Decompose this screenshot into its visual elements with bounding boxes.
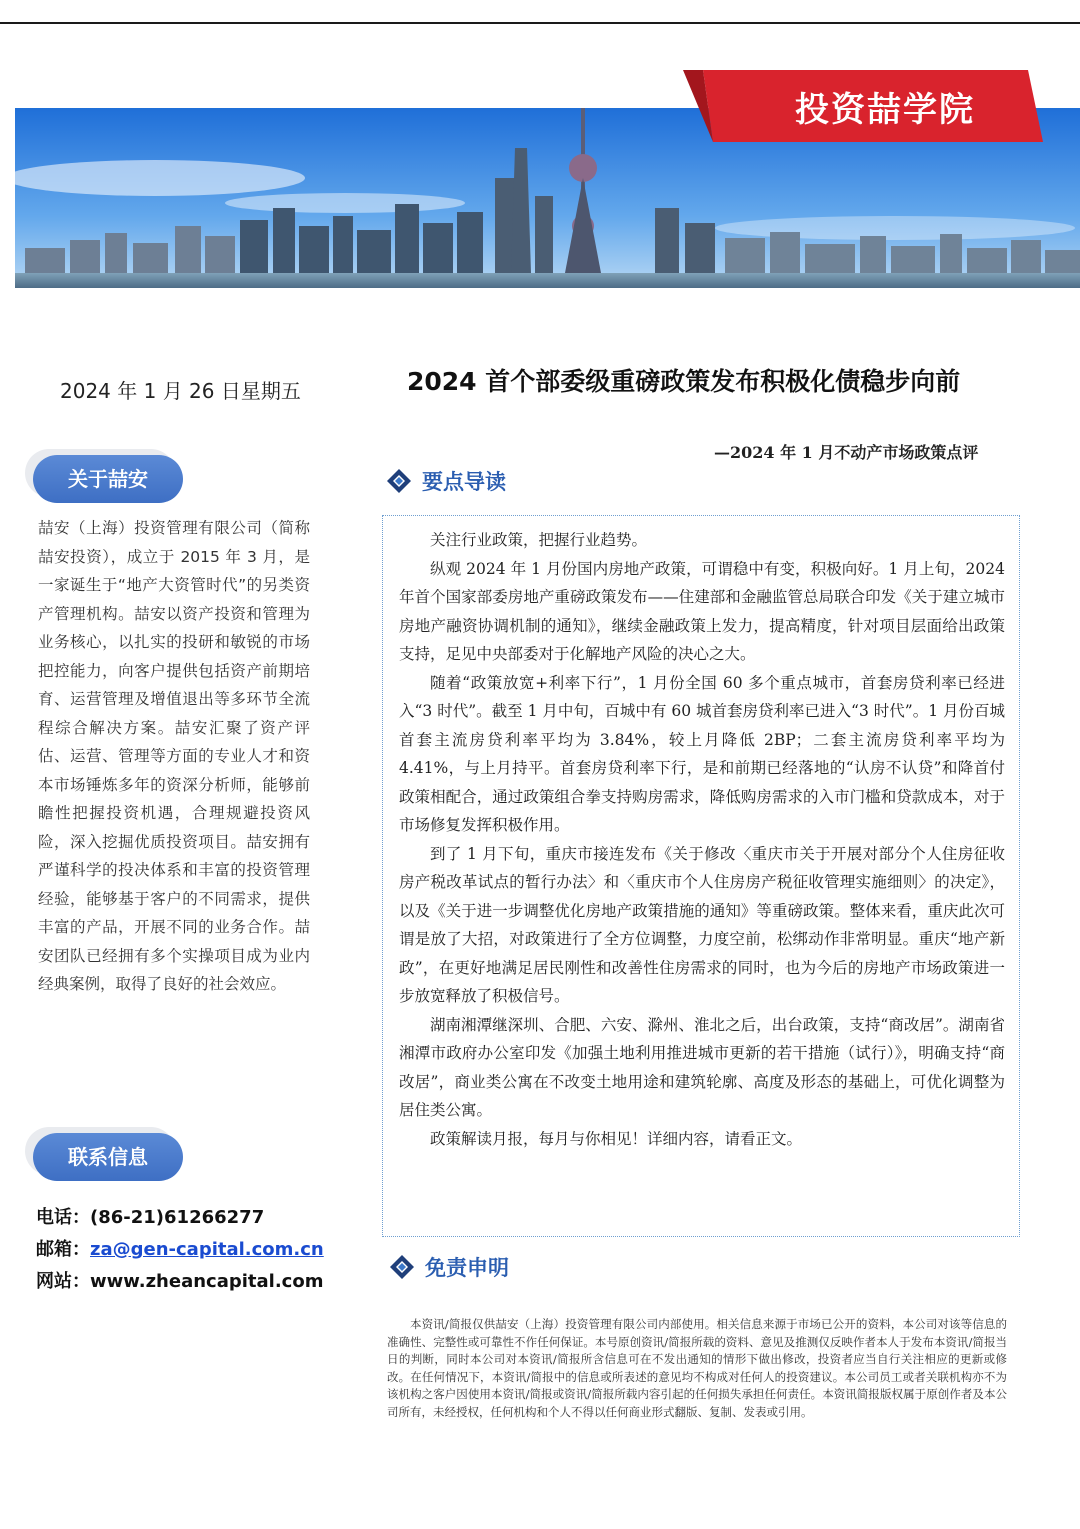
disclaimer-label: 免责申明 <box>425 1256 509 1280</box>
diamond-bullet-icon <box>389 1254 415 1280</box>
contact-info <box>36 1202 324 1298</box>
about-section-label: 关于喆安 <box>33 455 183 503</box>
publication-date: 2024 年 1 月 26 日星期五 <box>60 379 301 403</box>
summary-paragraph: 关注行业政策，把握行业趋势。 <box>430 531 648 549</box>
key-points-label: 要点导读 <box>422 470 506 494</box>
summary-paragraph: 纵观 2024 年 1 月份国内房地产政策，可谓稳中有变，积极向好。1 月上旬，2024 年首个国家部委房地产重磅政策发布——住建部和金融监管总局联合印发《关于建立城市房地产融资协调机制的通知》，继续金融政策上发力，提高精度，针对项目层面给出政策支持，足见中央部委对于化解地产风险的决心之大。 <box>399 559 1005 663</box>
website-row <box>36 1266 324 1298</box>
phone-value: (86-21)61266277 <box>90 1207 265 1228</box>
key-points-heading <box>386 466 506 496</box>
summary-paragraph: 湖南湘潭继深圳、合肥、六安、滁州、淮北之后，出台政策，支持“商改居”。湖南省湘潭市政府办公室印发《加强土地利用推进城市更新的若干措施（试行）》，明确支持“商改居”，商业类公寓在不改变土地用途和建筑轮廓、高度及形态的基础上，可优化调整为居住类公寓。 <box>399 1015 1005 1119</box>
article-subtitle: —2024 年 1 月不动产市场政策点评 <box>714 443 979 462</box>
disclaimer-heading <box>389 1252 509 1282</box>
academy-title: 投资喆学院 <box>795 90 975 130</box>
diamond-bullet-icon <box>386 468 412 494</box>
email-link[interactable]: za@gen-capital.com.cn <box>90 1239 324 1260</box>
key-points-box <box>382 515 1020 1237</box>
article-title: 2024 首个部委级重磅政策发布积极化债稳步向前 <box>407 367 961 396</box>
phone-label: 电话： <box>36 1207 90 1228</box>
disclaimer-text: 本资讯/简报仅供喆安（上海）投资管理有限公司内部使用。相关信息来源于市场已公开的资料，本公司对该等信息的准确性、完整性或可靠性不作任何保证。本号原创资讯/简报所载的资料、意见及推测仅反映作者本人于发布本资讯/简报当日的判断，同时本公司对本资讯/简报所含信息可在不发出通知的情形下做出修改，投资者应当自行关注相应的更新或修改。在任何情况下，本资讯/简报中的信息或所表述的意见均不构成对任何人的投资建议。本公司员工或者关联机构亦不为该机构之客户因使用本资讯/简报或资讯/简报所载内容引起的任何损失承担任何责任。本资讯简报版权属于原创作者及本公司所有，未经授权，任何机构和个人不得以任何商业形式翻版、复制、发表或引用。 <box>387 1317 1007 1419</box>
email-row <box>36 1234 324 1266</box>
website-label: 网站： <box>36 1271 90 1292</box>
summary-paragraph: 到了 1 月下旬，重庆市接连发布《关于修改〈重庆市关于开展对部分个人住房征收房产税改革试点的暂行办法〉和〈重庆市个人住房房产税征收管理实施细则〉的决定》，以及《关于进一步调整优化房地产政策措施的通知》等重磅政策。整体来看，重庆此次可谓是放了大招，对政策进行了全方位调整，力度空前，松绑动作非常明显。重庆“地产新政”，在更好地满足居民刚性和改善性住房需求的同时，也为今后的房地产市场政策进一步放宽释放了积极信号。 <box>399 844 1005 1005</box>
summary-paragraph: 随着“政策放宽+利率下行”，1 月份全国 60 多个重点城市，首套房贷利率已经进入“3 时代”。截至 1 月中旬，百城中有 60 城首套房贷利率已进入“3 时代”。1 月份百城首套主流房贷利率平均为 3.84%，较上月降低 2BP；二套主流房贷利率平均为 4.41%，与上月持平。首套房贷利率下行，是和前期已经落地的“认房不认贷”和降首付政策相配合，通过政策组合拳支持购房需求，降低购房需求的入市门槛和贷款成本，对于市场修复发挥积极作用。 <box>399 673 1005 834</box>
phone-row <box>36 1202 324 1234</box>
about-text: 喆安（上海）投资管理有限公司（简称喆安投资），成立于 2015 年 3 月，是一家诞生于“地产大资管时代”的另类资产管理机构。喆安以资产投资和管理为业务核心，以扎实的投研和敏锐的市场把控能力，向客户提供包括资产前期培育、运营管理及增值退出等多环节全流程综合解决方案。喆安汇聚了资产评估、运营、管理等方面的专业人才和资本市场锤炼多年的资深分析师，能够前瞻性把握投资机遇，合理规避投资风险，深入挖掘优质投资项目。喆安拥有严谨科学的投决体系和丰富的投资管理经验，能够基于客户的不同需求，提供丰富的产品，开展不同的业务合作。喆安团队已经拥有多个实操项目成为业内经典案例，取得了良好的社会效应。 <box>38 519 310 993</box>
contact-section-label: 联系信息 <box>33 1133 183 1181</box>
website-value: www.zheancapital.com <box>90 1271 324 1292</box>
summary-paragraph: 政策解读月报，每月与你相见！详细内容，请看正文。 <box>430 1129 803 1148</box>
top-rule <box>0 22 1080 24</box>
email-label: 邮箱： <box>36 1239 90 1260</box>
